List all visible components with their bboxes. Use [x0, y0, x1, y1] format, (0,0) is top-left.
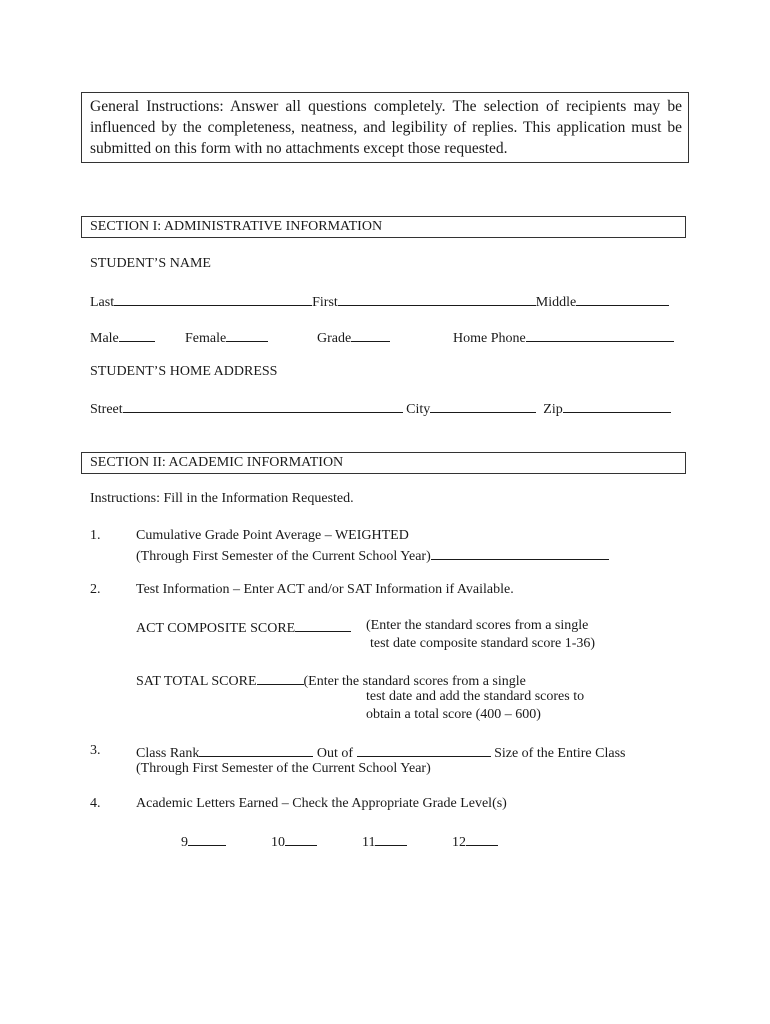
name-row: [90, 292, 669, 311]
city-field[interactable]: [430, 399, 536, 413]
grade-12-group: [452, 832, 498, 851]
middle-name-label: Middle: [535, 295, 577, 310]
grade-10-group: [271, 832, 317, 851]
female-group: [185, 328, 268, 347]
out-of-label: Out of: [316, 746, 354, 761]
address-row: [90, 399, 671, 418]
sat-row: [136, 671, 526, 690]
grade-10-field[interactable]: [285, 832, 317, 846]
male-label: Male: [90, 331, 119, 346]
section-1-title: SECTION I: ADMINISTRATIVE INFORMATION: [90, 219, 383, 234]
sat-note-line2: test date and add the standard scores to: [366, 689, 585, 704]
grade-label: Grade: [317, 331, 352, 346]
general-instructions-box: [81, 92, 689, 163]
zip-field[interactable]: [563, 399, 671, 413]
last-name-label: Last: [90, 295, 115, 310]
section-2-instructions: Instructions: Fill in the Information Requested.: [90, 491, 354, 506]
grade-9-label: 9: [181, 835, 188, 850]
first-name-field[interactable]: [338, 292, 536, 306]
act-score-field[interactable]: [295, 618, 351, 632]
grade-11-group: [362, 832, 407, 851]
gpa-field[interactable]: [431, 546, 609, 560]
q3-number: 3.: [90, 743, 101, 758]
class-size-field[interactable]: [357, 743, 491, 757]
grade-9-group: [181, 832, 226, 851]
first-name-label: First: [312, 295, 338, 310]
home-phone-label: Home Phone: [453, 331, 526, 346]
home-phone-field[interactable]: [526, 328, 674, 342]
street-label: Street: [90, 402, 123, 417]
male-field[interactable]: [119, 328, 155, 342]
class-rank-row: [136, 743, 625, 762]
middle-name-field[interactable]: [576, 292, 669, 306]
class-rank-label: Class Rank: [136, 746, 200, 761]
grade-11-field[interactable]: [375, 832, 407, 846]
street-field[interactable]: [123, 399, 403, 413]
last-name-field[interactable]: [114, 292, 312, 306]
grade-10-label: 10: [271, 835, 285, 850]
female-field[interactable]: [226, 328, 268, 342]
sat-note-line3: obtain a total score (400 – 600): [366, 707, 541, 722]
q1-line2: (Through First Semester of the Current School Year): [136, 549, 431, 564]
home-address-heading: STUDENT’S HOME ADDRESS: [90, 364, 278, 379]
q4-number: 4.: [90, 796, 101, 811]
students-name-heading: STUDENT’S NAME: [90, 256, 211, 271]
sat-score-field[interactable]: [257, 671, 304, 685]
section-2-title: SECTION II: ACADEMIC INFORMATION: [90, 455, 344, 470]
gender-row: [90, 328, 155, 347]
class-rank-field[interactable]: [199, 743, 313, 757]
female-label: Female: [185, 331, 227, 346]
act-note-line2: test date composite standard score 1-36): [370, 636, 596, 651]
q1-line2-row: [136, 546, 609, 565]
grade-group: [317, 328, 390, 347]
section-1-header: [81, 216, 686, 238]
grade-9-field[interactable]: [188, 832, 226, 846]
q1-line1: Cumulative Grade Point Average – WEIGHTED: [136, 528, 409, 543]
q2-number: 2.: [90, 582, 101, 597]
q2-line1: Test Information – Enter ACT and/or SAT Information if Available.: [136, 582, 514, 597]
grade-11-label: 11: [362, 835, 376, 850]
act-note-line1: (Enter the standard scores from a single: [366, 618, 589, 633]
class-size-label: Size of the Entire Class: [494, 746, 626, 761]
section-2-header: [81, 452, 686, 474]
zip-label: Zip: [543, 402, 563, 417]
home-phone-group: [453, 328, 674, 347]
q4-line1: Academic Letters Earned – Check the Appropriate Grade Level(s): [136, 796, 507, 811]
q1-number: 1.: [90, 528, 101, 543]
act-row: [136, 618, 351, 637]
grade-12-field[interactable]: [466, 832, 498, 846]
grade-field[interactable]: [351, 328, 390, 342]
grade-12-label: 12: [452, 835, 466, 850]
sat-note-line1: (Enter the standard scores from a single: [303, 674, 526, 689]
q3-line2: (Through First Semester of the Current School Year): [136, 761, 431, 776]
city-label: City: [406, 402, 431, 417]
sat-label: SAT TOTAL SCORE: [136, 674, 257, 689]
act-label: ACT COMPOSITE SCORE: [136, 621, 296, 636]
general-instructions-text: General Instructions: Answer all questions completely. The selection of recipients may be influenced by the completeness, neatness, and legibility of replies. This application must be submitted on this form with no attachments except those requested.: [90, 98, 682, 157]
